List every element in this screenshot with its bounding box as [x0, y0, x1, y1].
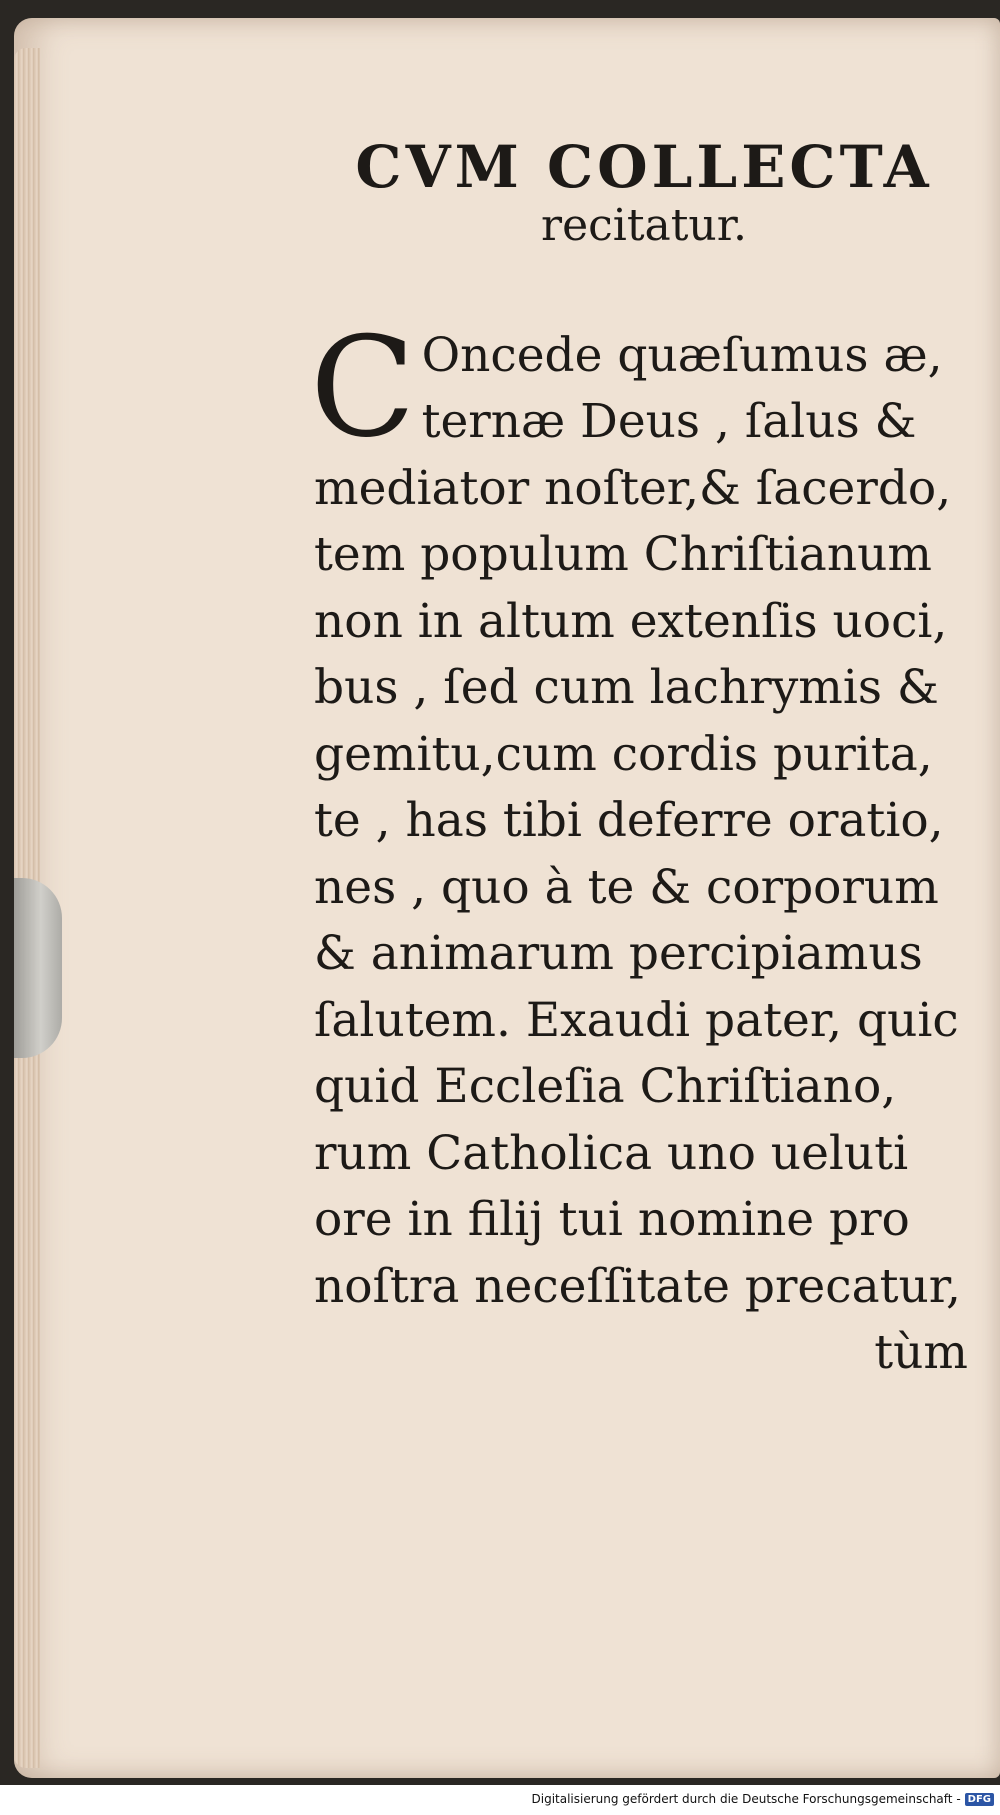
text-line: ore in filij tui nomine pro [314, 1192, 910, 1248]
text-line: nes , quo à te & corporum [314, 859, 939, 915]
text-line: Oncede quæſumus æ, [421, 327, 943, 383]
page-heading: CVM COLLECTA [355, 133, 933, 201]
book-page [14, 18, 1000, 1778]
text-block [310, 133, 974, 1387]
prayer-text [310, 306, 974, 1321]
page-subheading: recitatur. [541, 199, 747, 251]
text-line: tem populum Chriſtianum [314, 527, 932, 583]
text-line: gemitu,cum cordis purita, [314, 726, 933, 782]
catchword: tùm [874, 1325, 968, 1381]
credit-text: Digitalisierung gefördert durch die Deutsche Forschungsgemeinschaft - [531, 1792, 961, 1806]
dfg-logo-icon: DFG [965, 1793, 994, 1806]
text-line: ſalutem. Exaudi pater, quic [314, 992, 959, 1048]
text-line: te , has tibi deferre oratio, [314, 793, 944, 849]
text-line: mediator noſter,& ſacerdo, [314, 460, 952, 516]
digitization-credit [532, 1789, 995, 1809]
drop-capital: C [310, 306, 416, 468]
page-clip [14, 878, 62, 1058]
text-line: non in altum extenſis uoci, [314, 593, 948, 649]
text-line: ternæ Deus , ſalus & [421, 394, 917, 450]
text-line: rum Catholica uno ueluti [314, 1125, 909, 1181]
text-line: & animarum percipiamus [314, 926, 923, 982]
text-line: quid Eccleſia Chriſtiano, [314, 1059, 897, 1115]
text-line: noſtra neceſſitate precatur, [314, 1258, 961, 1314]
text-line: bus , ſed cum lachrymis & [314, 660, 939, 716]
